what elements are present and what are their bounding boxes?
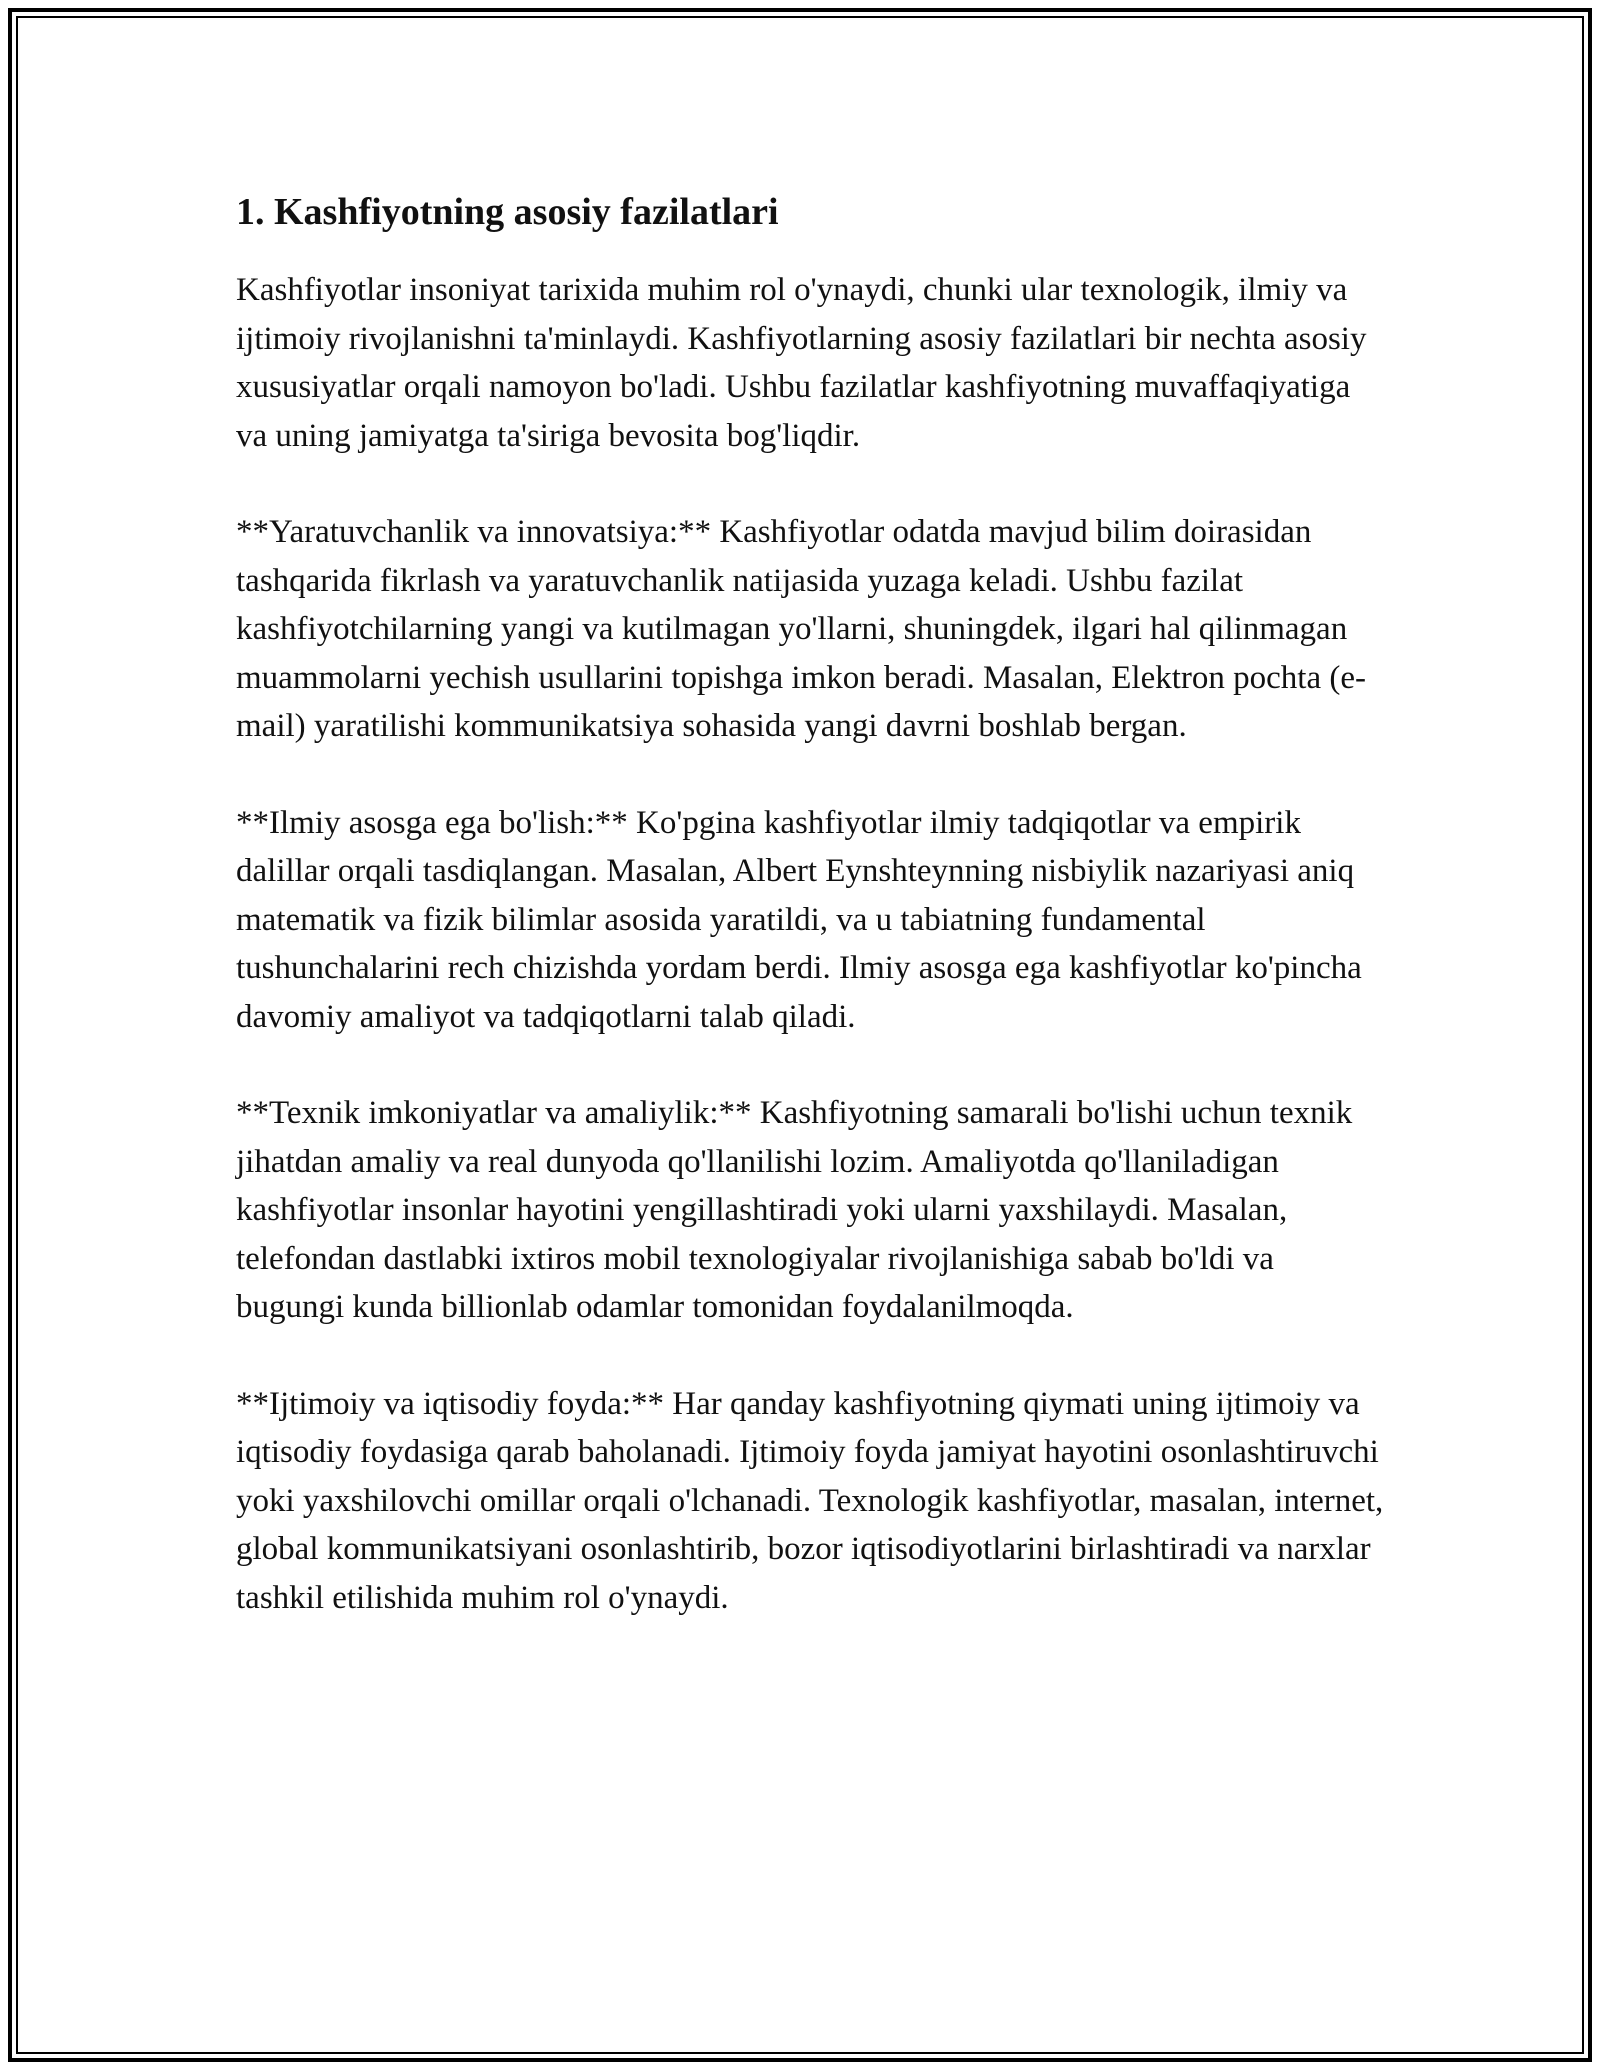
paragraph-creativity: **Yaratuvchanlik va innovatsiya:** Kashfiyotlar odatda mavjud bilim doirasidan tashqarida fikrlash va yaratuvchanlik natijasida yuzaga keladi. Ushbu fazilat kashfiyotchilarning yangi va kutilmagan yo'llarni, shuningdek, ilgari hal qilinmagan muammolarni yechish usullarini topishga imkon beradi. Masalan, Elektron pochta (e-mail) yaratilishi kommunikatsiya sohasida yangi davrni boshlab bergan.: [236, 514, 1366, 744]
paragraph-technical-practicality: **Texnik imkoniyatlar va amaliylik:** Kashfiyotning samarali bo'lishi uchun texnik jihatdan amaliy va real dunyoda qo'llanilishi lozim. Amaliyotda qo'llaniladigan kashfiyotlar insonlar hayotini yengillashtiradi yoki ularni yaxshilaydi. Masalan, telefondan dastlabki ixtiros mobil texnologiyalar rivojlanishiga sabab bo'ldi va bugungi kunda billionlab odamlar tomonidan foydalanilmoqda.: [236, 1095, 1353, 1325]
document-body: [236, 186, 1386, 1670]
paragraph-intro: Kashfiyotlar insoniyat tarixida muhim rol o'ynaydi, chunki ular texnologik, ilmiy va ijtimoiy rivojlanishni ta'minlaydi. Kashfiyotlarning asosiy fazilatlari bir nechta asosiy xususiyatlar orqali namoyon bo'ladi. Ushbu fazilatlar kashfiyotning muvaffaqiyatiga va uning jamiyatga ta'siriga bevosita bog'liqdir.: [236, 272, 1367, 454]
paragraph-social-economic-benefit: **Ijtimoiy va iqtisodiy foyda:** Har qanday kashfiyotning qiymati uning ijtimoiy va iqtisodiy foydasiga qarab baholanadi. Ijtimoiy foyda jamiyat hayotini osonlashtiruvchi yoki yaxshilovchi omillar orqali o'lchanadi. Texnologik kashfiyotlar, masalan, internet, global kommunikatsiyani osonlashtirib, bozor iqtisodiyotlarini birlashtiradi va narxlar tashkil etilishida muhim rol o'ynaydi.: [236, 1385, 1384, 1616]
section-heading: 1. Kashfiyotning asosiy fazilatlari: [236, 191, 779, 233]
paragraph-scientific-basis: **Ilmiy asosga ega bo'lish:** Ko'pgina kashfiyotlar ilmiy tadqiqotlar va empirik dalillar orqali tasdiqlangan. Masalan, Albert Eynshteynning nisbiylik nazariyasi aniq matematik va fizik bilimlar asosida yaratildi, va u tabiatning fundamental tushunchalarini rech chizishda yordam berdi. Ilmiy asosga ega kashfiyotlar ko'pincha davomiy amaliyot va tadqiqotlarni talab qiladi.: [236, 804, 1362, 1035]
